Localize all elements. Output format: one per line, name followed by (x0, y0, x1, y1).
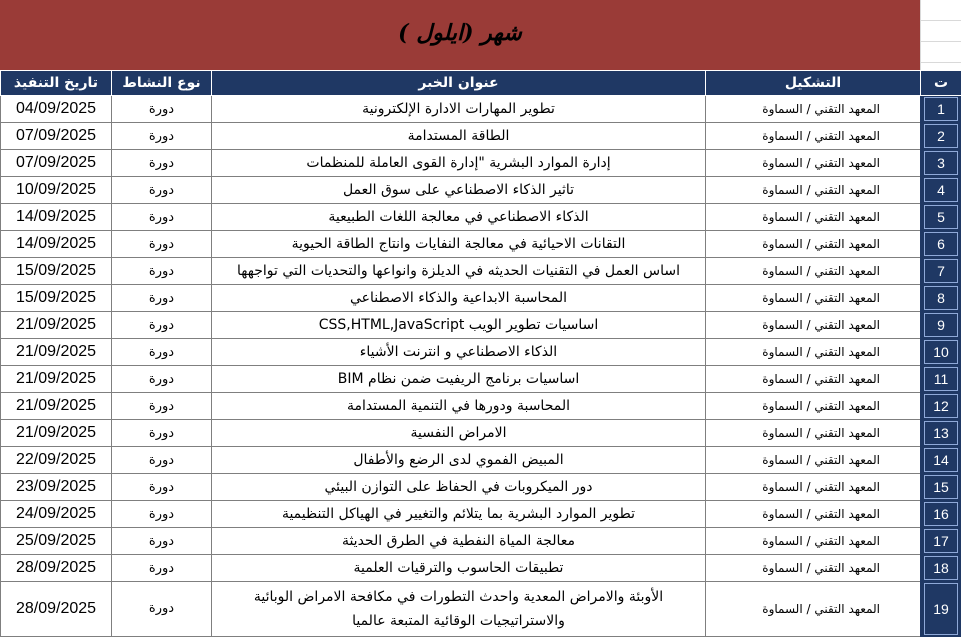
table-row (921, 501, 961, 528)
cell-org[interactable]: المعهد التقني / السماوة (706, 393, 921, 420)
cell-title[interactable]: المبيض الفموي لدى الرضع والأطفال (212, 447, 706, 474)
table-row (1, 501, 921, 528)
cell-num[interactable] (921, 123, 961, 150)
cell-org[interactable]: المعهد التقني / السماوة (706, 447, 921, 474)
row-number: 4 (924, 178, 958, 202)
row-number: 13 (924, 421, 958, 445)
cell-date[interactable]: 21/09/2025 (1, 393, 112, 420)
cell-title[interactable]: الذكاء الاصطناعي في معالجة اللغات الطبيعية (212, 204, 706, 231)
table-row (921, 96, 961, 123)
cell-title[interactable]: تاثير الذكاء الاصطناعي على سوق العمل (212, 177, 706, 204)
cell-org[interactable]: المعهد التقني / السماوة (706, 204, 921, 231)
table-row (1, 285, 921, 312)
table-row (921, 366, 961, 393)
row-number: 16 (924, 502, 958, 526)
cell-type[interactable]: دورة (112, 474, 212, 501)
column-header-org[interactable]: التشكيل (706, 71, 921, 96)
table-row (921, 312, 961, 339)
cell-title[interactable]: الطاقة المستدامة (212, 123, 706, 150)
cell-type[interactable]: دورة (112, 501, 212, 528)
month-title-banner (0, 0, 920, 71)
table-row (921, 555, 961, 582)
column-header-date[interactable]: تاريخ التنفيذ (1, 71, 112, 96)
cell-num[interactable] (921, 231, 961, 258)
table-row (921, 258, 961, 285)
row-number: 10 (924, 340, 958, 364)
cell-num[interactable] (921, 312, 961, 339)
row-number: 9 (924, 313, 958, 337)
row-number: 5 (924, 205, 958, 229)
column-header-type[interactable]: نوع النشاط (112, 71, 212, 96)
cell-type[interactable]: دورة (112, 123, 212, 150)
cell-date[interactable]: 28/09/2025 (1, 582, 112, 637)
cell-title[interactable]: إدارة الموارد البشرية "إدارة القوى العاملة للمنظمات (212, 150, 706, 177)
cell-num[interactable] (921, 582, 961, 637)
cell-type[interactable]: دورة (112, 366, 212, 393)
cell-org[interactable]: المعهد التقني / السماوة (706, 501, 921, 528)
cell-date[interactable]: 14/09/2025 (1, 231, 112, 258)
row-number: 18 (924, 556, 958, 580)
cell-type[interactable]: دورة (112, 393, 212, 420)
cell-date[interactable]: 10/09/2025 (1, 177, 112, 204)
cell-title[interactable]: المحاسبة ودورها في التنمية المستدامة (212, 393, 706, 420)
cell-type[interactable]: دورة (112, 447, 212, 474)
column-header-title[interactable]: عنوان الخبر (212, 71, 706, 96)
table-row (921, 528, 961, 555)
table-row (921, 285, 961, 312)
cell-date[interactable]: 25/09/2025 (1, 528, 112, 555)
cell-date[interactable]: 07/09/2025 (1, 150, 112, 177)
cell-org[interactable]: المعهد التقني / السماوة (706, 474, 921, 501)
cell-org[interactable]: المعهد التقني / السماوة (706, 258, 921, 285)
table-row (1, 474, 921, 501)
table-row (1, 231, 921, 258)
cell-title[interactable]: اساسيات برنامج الريفيت ضمن نظام BIM (212, 366, 706, 393)
cell-date[interactable]: 15/09/2025 (1, 258, 112, 285)
table-row (921, 231, 961, 258)
cell-num[interactable] (921, 528, 961, 555)
table-row (1, 393, 921, 420)
header-row (921, 71, 961, 96)
row-number: 14 (924, 448, 958, 472)
cell-date[interactable]: 22/09/2025 (1, 447, 112, 474)
cell-org[interactable]: المعهد التقني / السماوة (706, 312, 921, 339)
cell-title[interactable]: دور الميكروبات في الحفاظ على التوازن البيئي (212, 474, 706, 501)
cell-num[interactable] (921, 501, 961, 528)
table-row (1, 528, 921, 555)
cell-org[interactable]: المعهد التقني / السماوة (706, 582, 921, 637)
row-number: 7 (924, 259, 958, 283)
cell-type[interactable]: دورة (112, 555, 212, 582)
cell-type[interactable]: دورة (112, 96, 212, 123)
table-row (1, 96, 921, 123)
cell-date[interactable]: 21/09/2025 (1, 420, 112, 447)
row-number: 8 (924, 286, 958, 310)
cell-date[interactable]: 14/09/2025 (1, 204, 112, 231)
table-row (1, 123, 921, 150)
cell-org[interactable]: المعهد التقني / السماوة (706, 96, 921, 123)
cell-type[interactable]: دورة (112, 285, 212, 312)
cell-date[interactable]: 24/09/2025 (1, 501, 112, 528)
table-row (1, 366, 921, 393)
table-row (921, 447, 961, 474)
cell-org[interactable]: المعهد التقني / السماوة (706, 366, 921, 393)
cell-org[interactable]: المعهد التقني / السماوة (706, 420, 921, 447)
table-row (921, 582, 961, 637)
cell-date[interactable]: 21/09/2025 (1, 312, 112, 339)
row-number: 11 (924, 367, 958, 391)
header-row (1, 71, 921, 96)
cell-org[interactable]: المعهد التقني / السماوة (706, 528, 921, 555)
cell-num[interactable] (921, 285, 961, 312)
table-row (1, 420, 921, 447)
cell-date[interactable]: 28/09/2025 (1, 555, 112, 582)
cell-date[interactable]: 21/09/2025 (1, 366, 112, 393)
cell-num[interactable] (921, 393, 961, 420)
cell-date[interactable]: 07/09/2025 (1, 123, 112, 150)
cell-type[interactable]: دورة (112, 231, 212, 258)
row-number: 6 (924, 232, 958, 256)
cell-num[interactable] (921, 474, 961, 501)
table-row (921, 339, 961, 366)
table-row (1, 555, 921, 582)
row-number: 2 (924, 124, 958, 148)
cell-title[interactable]: تطبيقات الحاسوب والترقيات العلمية (212, 555, 706, 582)
page-title: شهر (ايلول ) (398, 20, 522, 46)
cell-date[interactable]: 04/09/2025 (1, 96, 112, 123)
cell-title[interactable]: التقانات الاحيائية في معالجة النفايات وانتاج الطاقة الحيوية (212, 231, 706, 258)
cell-type[interactable]: دورة (112, 258, 212, 285)
table-row (1, 177, 921, 204)
cell-type[interactable]: دورة (112, 528, 212, 555)
cell-type[interactable]: دورة (112, 339, 212, 366)
cell-num[interactable] (921, 204, 961, 231)
row-number: 15 (924, 475, 958, 499)
cell-title[interactable]: تطوير الموارد البشرية بما يتلائم والتغيير في الهياكل التنظيمية (212, 501, 706, 528)
cell-num[interactable] (921, 420, 961, 447)
table-row (921, 177, 961, 204)
cell-title[interactable]: الذكاء الاصطناعي و انترنت الأشياء (212, 339, 706, 366)
table-row (1, 150, 921, 177)
table-row (1, 339, 921, 366)
cell-date[interactable]: 23/09/2025 (1, 474, 112, 501)
column-header-num[interactable]: ت (921, 71, 961, 96)
cell-type[interactable]: دورة (112, 312, 212, 339)
cell-date[interactable]: 21/09/2025 (1, 339, 112, 366)
table-row (921, 123, 961, 150)
table-row (1, 204, 921, 231)
table-row (921, 393, 961, 420)
cell-org[interactable]: المعهد التقني / السماوة (706, 231, 921, 258)
number-column (920, 70, 961, 637)
table-row (921, 204, 961, 231)
cell-title[interactable]: اساسيات تطوير الويب CSS,HTML,JavaScript (212, 312, 706, 339)
cell-num[interactable] (921, 150, 961, 177)
row-number: 3 (924, 151, 958, 175)
cell-num[interactable] (921, 177, 961, 204)
cell-type[interactable]: دورة (112, 582, 212, 637)
cell-org[interactable]: المعهد التقني / السماوة (706, 177, 921, 204)
cell-title[interactable]: معالجة المياة النفطية في الطرق الحديثة (212, 528, 706, 555)
table-row (921, 150, 961, 177)
cell-num[interactable] (921, 258, 961, 285)
cell-title[interactable]: المحاسبة الابداعية والذكاء الاصطناعي (212, 285, 706, 312)
cell-type[interactable]: دورة (112, 177, 212, 204)
cell-num[interactable] (921, 555, 961, 582)
table-row (1, 447, 921, 474)
table-row (1, 312, 921, 339)
row-number: 1 (924, 97, 958, 121)
cell-title[interactable]: الامراض النفسية (212, 420, 706, 447)
cell-org[interactable]: المعهد التقني / السماوة (706, 555, 921, 582)
table-row (1, 582, 921, 637)
table-row (921, 420, 961, 447)
cell-org[interactable]: المعهد التقني / السماوة (706, 123, 921, 150)
cell-num[interactable] (921, 366, 961, 393)
cell-title[interactable]: تطوير المهارات الادارة الإلكترونية (212, 96, 706, 123)
cell-num[interactable] (921, 96, 961, 123)
cell-org[interactable]: المعهد التقني / السماوة (706, 150, 921, 177)
cell-num[interactable] (921, 447, 961, 474)
cell-title[interactable]: الأوبئة والامراض المعدية واحدث التطورات في مكافحة الامراض الوبائية والاستراتيجيات الوقائية المتبعة عالميا (212, 582, 706, 637)
table-row (1, 258, 921, 285)
cell-type[interactable]: دورة (112, 150, 212, 177)
cell-type[interactable]: دورة (112, 204, 212, 231)
cell-title[interactable]: اساس العمل في التقنيات الحديثه في الديلزة وانواعها والتحديات التي تواجهها (212, 258, 706, 285)
row-number: 17 (924, 529, 958, 553)
empty-grid-cells (920, 0, 961, 70)
cell-type[interactable]: دورة (112, 420, 212, 447)
cell-org[interactable]: المعهد التقني / السماوة (706, 285, 921, 312)
table-row (921, 474, 961, 501)
activities-table (0, 70, 921, 637)
row-number: 19 (924, 583, 958, 635)
cell-date[interactable]: 15/09/2025 (1, 285, 112, 312)
row-number: 12 (924, 394, 958, 418)
cell-org[interactable]: المعهد التقني / السماوة (706, 339, 921, 366)
cell-num[interactable] (921, 339, 961, 366)
